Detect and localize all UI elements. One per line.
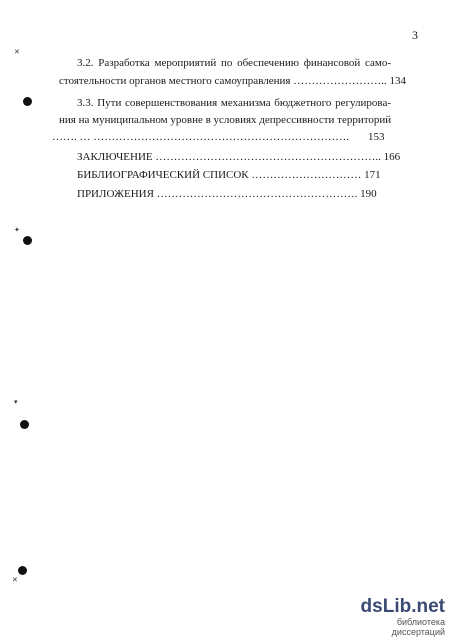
punch-hole-mark [23,236,32,245]
toc-item-3-3-line-1: 3.3. Пути совершенствования механизма бюджетного регулирова- [77,97,391,109]
toc-item-3-2-line-2: стоятельности органов местного самоуправления …………………….. 134 [59,75,406,87]
scan-speck: ✦ [14,226,20,234]
scan-speck: ✕ [12,576,18,584]
toc-item-3-3-page: 153 [368,131,385,143]
scan-speck: ▾ [14,398,18,406]
watermark-logo: dsLib.net [360,596,445,617]
punch-hole-mark [20,420,29,429]
toc-bibliography: БИБЛИОГРАФИЧЕСКИЙ СПИСОК ………………………… 171 [77,169,381,181]
toc-item-3-3-line-3: ……. … ……………………………………………………………. [52,131,349,143]
toc-conclusion: ЗАКЛЮЧЕНИЕ …………………………………………………….. 166 [77,151,401,163]
page-number: 3 [412,28,418,42]
toc-item-3-2-line-1: 3.2. Разработка мероприятий по обеспечению финансовой само- [77,57,391,69]
toc-item-3-3-line-2: ния на муниципальном уровне в условиях депрессивности территорий [59,114,392,126]
watermark [345,596,445,637]
punch-hole-mark [23,97,32,106]
scan-speck: ✕ [14,48,20,56]
punch-hole-mark [18,566,27,575]
watermark-subtitle: библиотека диссертаций [391,617,445,637]
toc-appendices: ПРИЛОЖЕНИЯ ………………………………………………. 190 [77,188,377,200]
